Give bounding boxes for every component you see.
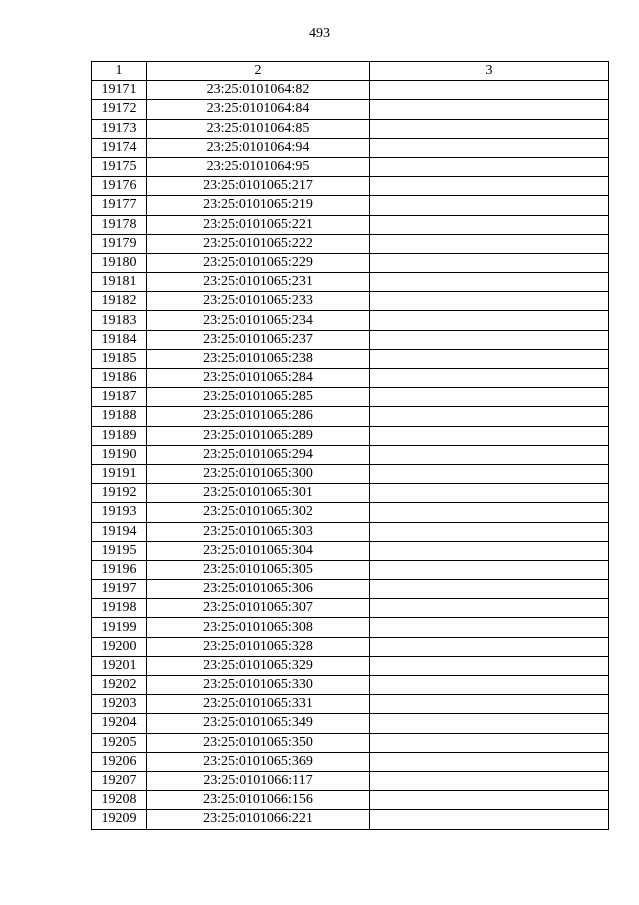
row-number-cell: 19206 (92, 752, 147, 771)
cadastral-number-cell: 23:25:0101065:350 (147, 733, 370, 752)
cadastral-number-cell: 23:25:0101065:237 (147, 330, 370, 349)
table-row (92, 714, 609, 733)
row-number-cell: 19172 (92, 100, 147, 119)
notes-cell (370, 138, 609, 157)
table-row (92, 388, 609, 407)
table-row (92, 81, 609, 100)
notes-cell (370, 656, 609, 675)
table-row (92, 560, 609, 579)
notes-cell (370, 695, 609, 714)
cadastral-number-cell: 23:25:0101064:95 (147, 157, 370, 176)
cadastral-number-cell: 23:25:0101066:117 (147, 771, 370, 790)
table-row (92, 656, 609, 675)
cadastral-number-cell: 23:25:0101065:294 (147, 445, 370, 464)
cadastral-number-cell: 23:25:0101065:219 (147, 196, 370, 215)
table-row (92, 138, 609, 157)
notes-cell (370, 484, 609, 503)
table-row (92, 234, 609, 253)
cadastral-number-cell: 23:25:0101065:229 (147, 253, 370, 272)
notes-cell (370, 311, 609, 330)
cadastral-number-cell: 23:25:0101065:308 (147, 618, 370, 637)
row-number-cell: 19195 (92, 541, 147, 560)
table-row (92, 177, 609, 196)
notes-cell (370, 196, 609, 215)
table-row (92, 771, 609, 790)
row-number-cell: 19189 (92, 426, 147, 445)
table-row (92, 157, 609, 176)
notes-cell (370, 388, 609, 407)
notes-cell (370, 714, 609, 733)
row-number-cell: 19174 (92, 138, 147, 157)
cadastral-number-cell: 23:25:0101065:286 (147, 407, 370, 426)
row-number-cell: 19180 (92, 253, 147, 272)
table-row (92, 369, 609, 388)
row-number-cell: 19181 (92, 273, 147, 292)
cadastral-number-cell: 23:25:0101065:303 (147, 522, 370, 541)
cadastral-number-cell: 23:25:0101065:222 (147, 234, 370, 253)
notes-cell (370, 81, 609, 100)
table-row (92, 253, 609, 272)
cadastral-number-cell: 23:25:0101065:284 (147, 369, 370, 388)
notes-cell (370, 330, 609, 349)
notes-cell (370, 733, 609, 752)
notes-cell (370, 791, 609, 810)
cadastral-number-cell: 23:25:0101065:369 (147, 752, 370, 771)
row-number-cell: 19175 (92, 157, 147, 176)
row-number-cell: 19173 (92, 119, 147, 138)
table-row (92, 810, 609, 829)
table-row (92, 541, 609, 560)
cadastral-number-cell: 23:25:0101065:231 (147, 273, 370, 292)
cadastral-number-cell: 23:25:0101065:221 (147, 215, 370, 234)
table-row (92, 791, 609, 810)
row-number-cell: 19192 (92, 484, 147, 503)
row-number-cell: 19205 (92, 733, 147, 752)
notes-cell (370, 177, 609, 196)
notes-cell (370, 503, 609, 522)
row-number-cell: 19179 (92, 234, 147, 253)
notes-cell (370, 771, 609, 790)
notes-cell (370, 810, 609, 829)
table-row (92, 676, 609, 695)
row-number-cell: 19187 (92, 388, 147, 407)
table-row (92, 580, 609, 599)
cadastral-number-cell: 23:25:0101064:82 (147, 81, 370, 100)
cadastral-number-cell: 23:25:0101065:304 (147, 541, 370, 560)
row-number-cell: 19199 (92, 618, 147, 637)
notes-cell (370, 599, 609, 618)
row-number-cell: 19171 (92, 81, 147, 100)
notes-cell (370, 253, 609, 272)
table-row (92, 752, 609, 771)
notes-cell (370, 560, 609, 579)
notes-cell (370, 541, 609, 560)
notes-cell (370, 234, 609, 253)
row-number-cell: 19182 (92, 292, 147, 311)
column-header-3: 3 (370, 62, 609, 81)
row-number-cell: 19193 (92, 503, 147, 522)
notes-cell (370, 407, 609, 426)
row-number-cell: 19190 (92, 445, 147, 464)
cadastral-number-cell: 23:25:0101065:328 (147, 637, 370, 656)
row-number-cell: 19183 (92, 311, 147, 330)
cadastral-number-cell: 23:25:0101065:349 (147, 714, 370, 733)
table-row (92, 407, 609, 426)
cadastral-number-cell: 23:25:0101065:306 (147, 580, 370, 599)
notes-cell (370, 618, 609, 637)
page-number: 493 (309, 26, 330, 41)
notes-cell (370, 349, 609, 368)
notes-cell (370, 445, 609, 464)
row-number-cell: 19201 (92, 656, 147, 675)
cadastral-number-cell: 23:25:0101065:305 (147, 560, 370, 579)
table-row (92, 349, 609, 368)
cadastral-number-cell: 23:25:0101065:217 (147, 177, 370, 196)
row-number-cell: 19198 (92, 599, 147, 618)
cadastral-number-cell: 23:25:0101064:85 (147, 119, 370, 138)
notes-cell (370, 676, 609, 695)
row-number-cell: 19188 (92, 407, 147, 426)
cadastral-number-cell: 23:25:0101066:156 (147, 791, 370, 810)
table-row (92, 330, 609, 349)
cadastral-number-cell: 23:25:0101065:330 (147, 676, 370, 695)
notes-cell (370, 752, 609, 771)
notes-cell (370, 522, 609, 541)
cadastral-number-cell: 23:25:0101065:233 (147, 292, 370, 311)
row-number-cell: 19177 (92, 196, 147, 215)
table-row (92, 637, 609, 656)
table-row (92, 733, 609, 752)
cadastral-number-cell: 23:25:0101065:238 (147, 349, 370, 368)
row-number-cell: 19176 (92, 177, 147, 196)
table-row (92, 292, 609, 311)
header-row (92, 62, 609, 81)
table-row (92, 100, 609, 119)
row-number-cell: 19194 (92, 522, 147, 541)
cadastral-number-cell: 23:25:0101065:300 (147, 464, 370, 483)
table-body (92, 81, 609, 829)
table-row (92, 599, 609, 618)
table-row (92, 215, 609, 234)
notes-cell (370, 426, 609, 445)
notes-cell (370, 580, 609, 599)
cadastral-number-cell: 23:25:0101064:94 (147, 138, 370, 157)
row-number-cell: 19196 (92, 560, 147, 579)
row-number-cell: 19186 (92, 369, 147, 388)
notes-cell (370, 157, 609, 176)
cadastral-number-cell: 23:25:0101065:285 (147, 388, 370, 407)
table-row (92, 484, 609, 503)
table-row (92, 464, 609, 483)
cadastral-number-cell: 23:25:0101065:301 (147, 484, 370, 503)
table-header (92, 62, 609, 81)
row-number-cell: 19207 (92, 771, 147, 790)
row-number-cell: 19197 (92, 580, 147, 599)
notes-cell (370, 464, 609, 483)
notes-cell (370, 637, 609, 656)
notes-cell (370, 215, 609, 234)
table-row (92, 695, 609, 714)
cadastral-number-cell: 23:25:0101065:302 (147, 503, 370, 522)
table-row (92, 445, 609, 464)
cadastral-number-cell: 23:25:0101065:289 (147, 426, 370, 445)
cadastral-number-cell: 23:25:0101065:234 (147, 311, 370, 330)
notes-cell (370, 292, 609, 311)
table-row (92, 273, 609, 292)
row-number-cell: 19185 (92, 349, 147, 368)
row-number-cell: 19203 (92, 695, 147, 714)
row-number-cell: 19191 (92, 464, 147, 483)
row-number-cell: 19209 (92, 810, 147, 829)
cadastral-number-cell: 23:25:0101065:331 (147, 695, 370, 714)
table-row (92, 311, 609, 330)
cadastral-number-cell: 23:25:0101065:329 (147, 656, 370, 675)
cadastral-number-cell: 23:25:0101064:84 (147, 100, 370, 119)
cadastral-number-cell: 23:25:0101066:221 (147, 810, 370, 829)
table-row (92, 522, 609, 541)
table-row (92, 426, 609, 445)
row-number-cell: 19200 (92, 637, 147, 656)
registry-table (91, 61, 609, 830)
table-row (92, 618, 609, 637)
cadastral-number-cell: 23:25:0101065:307 (147, 599, 370, 618)
notes-cell (370, 119, 609, 138)
row-number-cell: 19204 (92, 714, 147, 733)
row-number-cell: 19208 (92, 791, 147, 810)
row-number-cell: 19202 (92, 676, 147, 695)
table-row (92, 119, 609, 138)
notes-cell (370, 100, 609, 119)
notes-cell (370, 273, 609, 292)
table-row (92, 196, 609, 215)
column-header-1: 1 (92, 62, 147, 81)
row-number-cell: 19178 (92, 215, 147, 234)
column-header-2: 2 (147, 62, 370, 81)
row-number-cell: 19184 (92, 330, 147, 349)
table-row (92, 503, 609, 522)
notes-cell (370, 369, 609, 388)
